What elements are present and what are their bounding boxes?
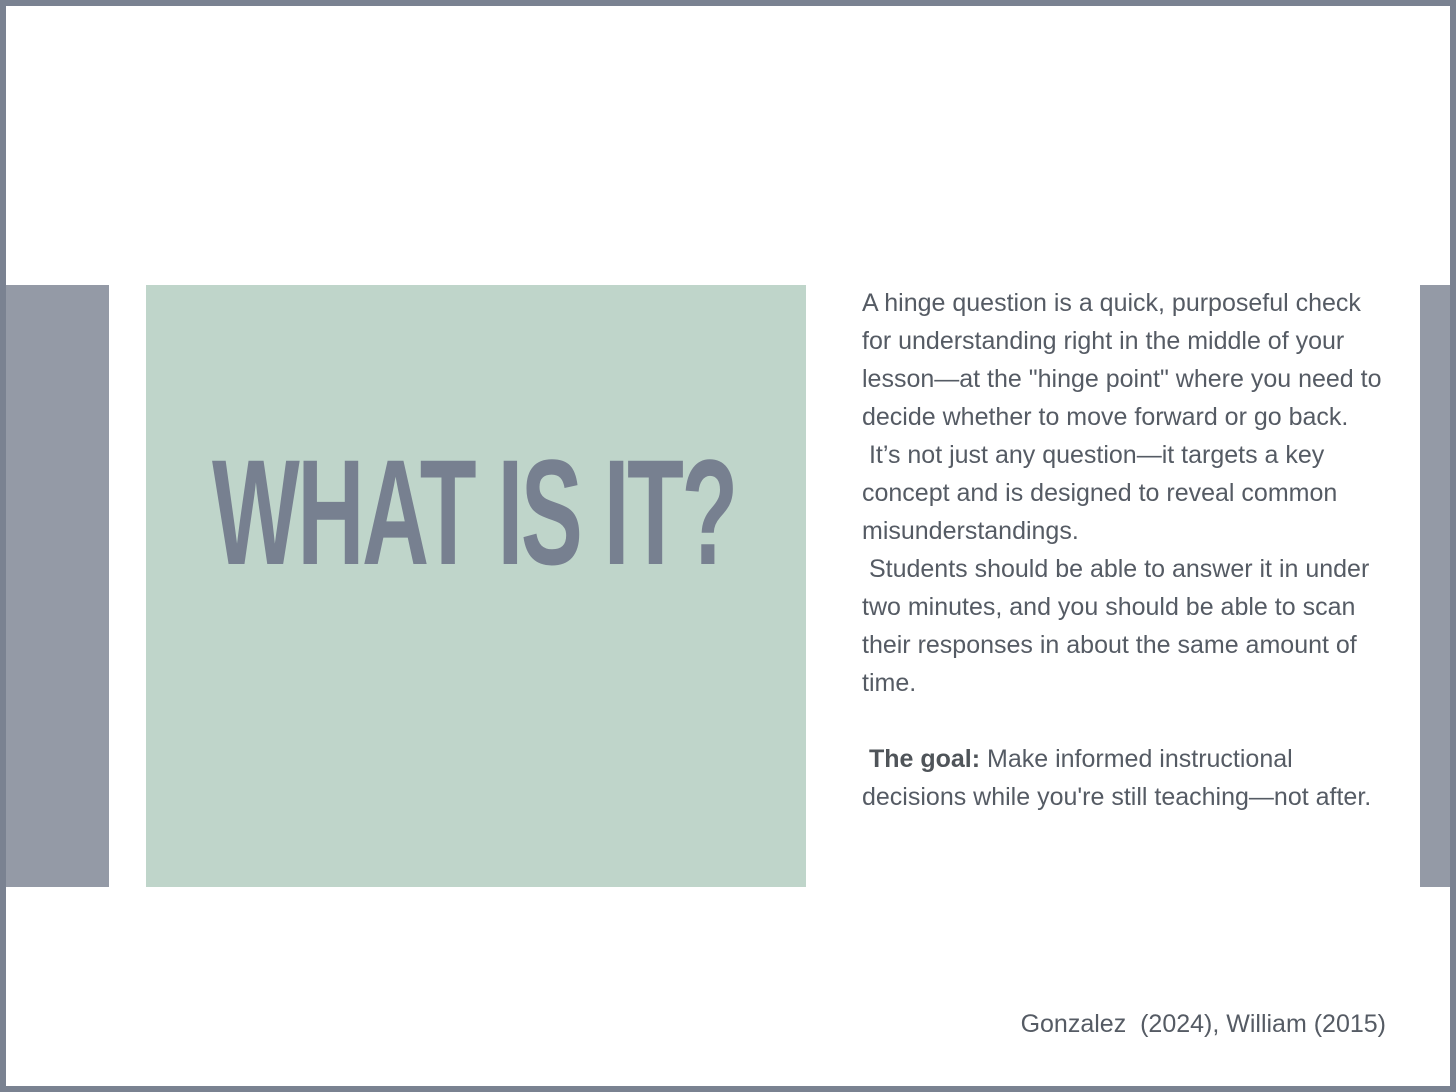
paragraph-targets-text: It’s not just any question—it targets a key concept and is designed to reveal common misunderstandings. bbox=[862, 441, 1338, 545]
paragraph-spacer bbox=[862, 702, 1382, 740]
goal-label: The goal: bbox=[868, 745, 981, 773]
paragraph-timing-text: Students should be able to answer it in under two minutes, and you should be able to scan their responses in about the same amount of time. bbox=[862, 555, 1370, 697]
slide-title: WHAT IS IT? bbox=[212, 428, 736, 596]
goal-text: Make informed instructional decisions while you're still teaching—not after. bbox=[862, 745, 1372, 811]
title-panel bbox=[146, 285, 806, 887]
paragraph-definition: A hinge question is a quick, purposeful check for understanding right in the middle of your lesson—at the "hinge point" where you need to decide whether to move forward or go back. bbox=[862, 289, 1382, 431]
paragraph-timing bbox=[862, 550, 1382, 702]
citation: Gonzalez (2024), William (2015) bbox=[1020, 1010, 1386, 1038]
body-text bbox=[862, 284, 1382, 816]
paragraph-targets bbox=[862, 436, 1382, 550]
right-accent-bar bbox=[1420, 285, 1456, 887]
left-accent-bar bbox=[6, 285, 109, 887]
paragraph-goal bbox=[862, 740, 1382, 816]
